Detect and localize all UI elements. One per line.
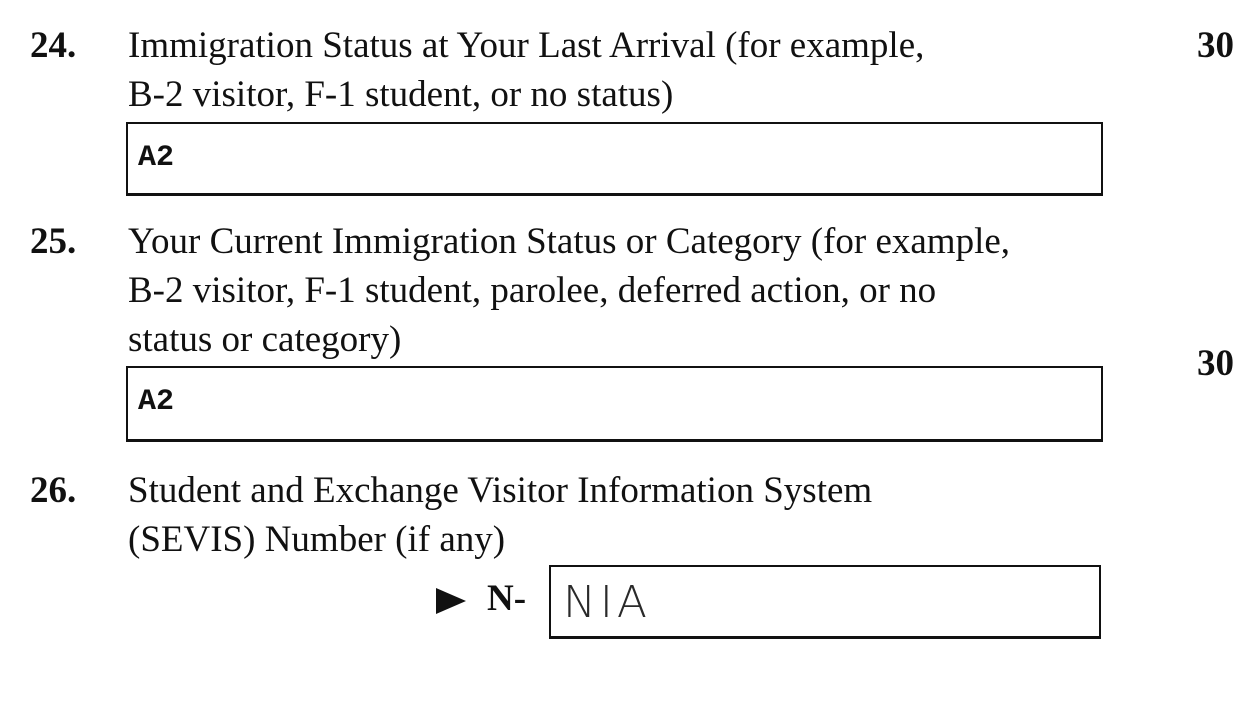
question-label-line-1: Student and Exchange Visitor Information System xyxy=(128,470,873,511)
question-number: 24. xyxy=(30,25,77,66)
question-label-line-2: B-2 visitor, F-1 student, parolee, deferred action, or no xyxy=(128,270,937,311)
right-pointer-icon xyxy=(436,588,466,614)
question-label-line-1: Your Current Immigration Status or Category (for example, xyxy=(128,221,1011,262)
sevis-prefix: N- xyxy=(487,578,527,619)
sevis-number-field[interactable] xyxy=(549,565,1101,639)
question-label-line-2: B-2 visitor, F-1 student, or no status) xyxy=(128,74,674,115)
field-value-handwritten: NIA xyxy=(563,577,651,628)
current-immigration-status-field[interactable] xyxy=(126,366,1103,442)
question-label-line-1: Immigration Status at Your Last Arrival (for example, xyxy=(128,25,925,66)
margin-number-middle: 30 xyxy=(1197,343,1234,384)
question-label-line-3: status or category) xyxy=(128,319,402,360)
immigration-status-last-arrival-field[interactable] xyxy=(126,122,1103,196)
field-value: A2 xyxy=(138,141,175,175)
field-value: A2 xyxy=(138,385,175,419)
question-number: 25. xyxy=(30,221,77,262)
margin-number-top: 30 xyxy=(1197,25,1234,66)
question-number: 26. xyxy=(30,470,77,511)
question-label-line-2: (SEVIS) Number (if any) xyxy=(128,519,506,560)
